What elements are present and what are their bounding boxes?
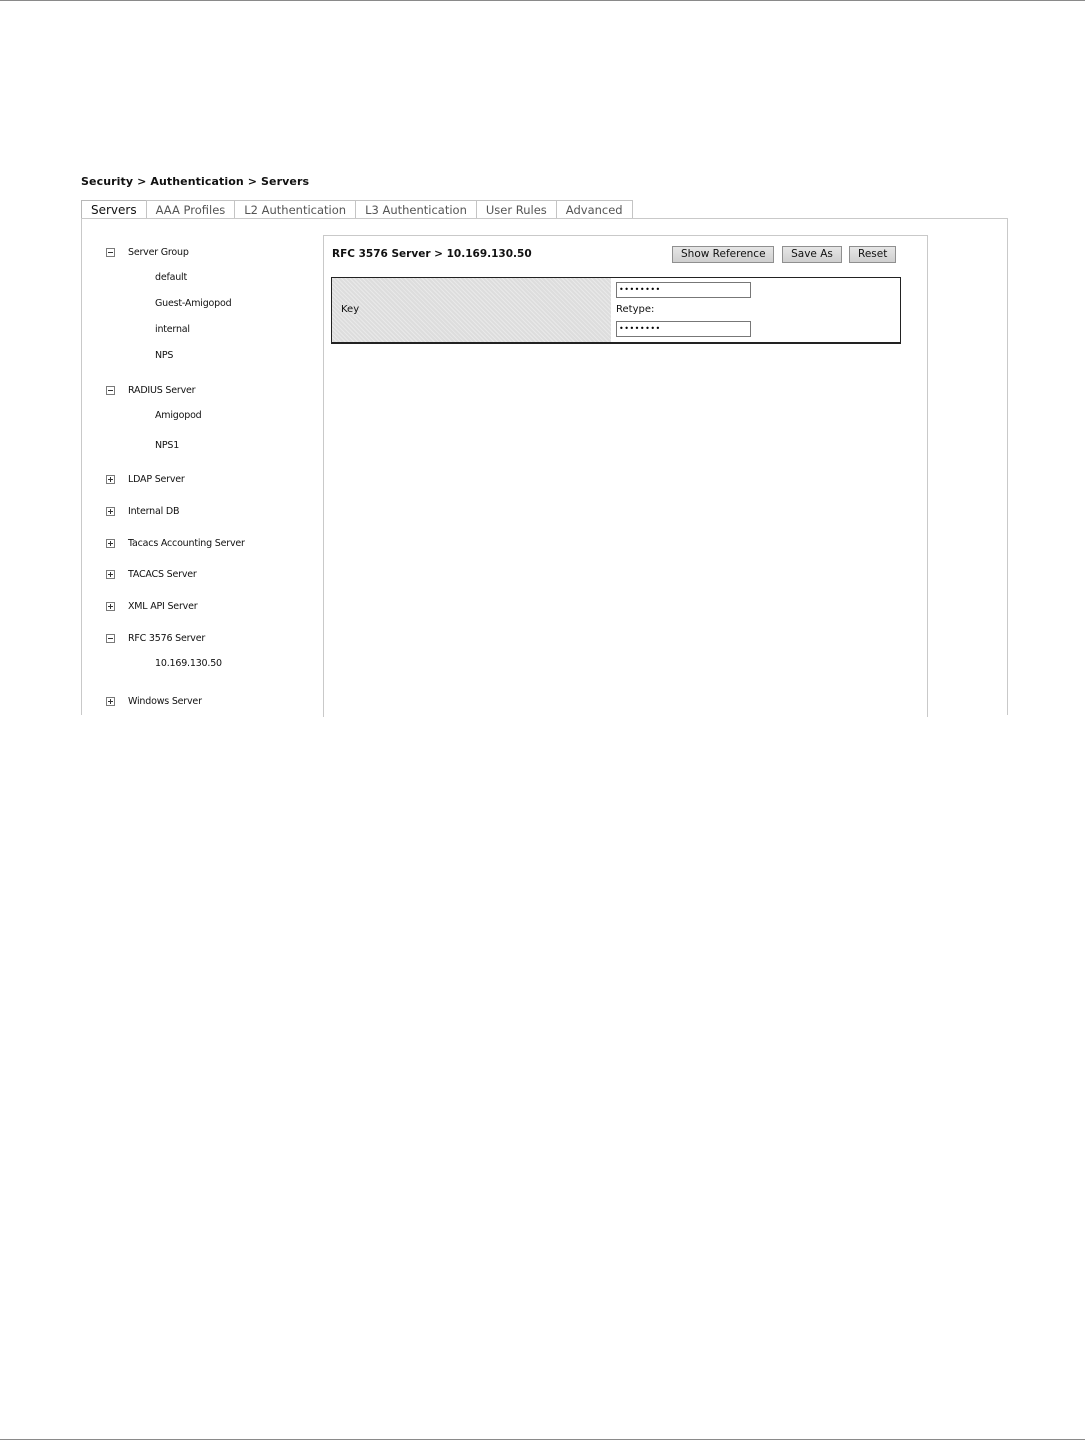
tree-node-label: RFC 3576 Server [128, 632, 206, 644]
key-table [331, 277, 901, 344]
save-as-button[interactable]: Save As [782, 246, 842, 263]
tree-node-label: Server Group [128, 246, 189, 258]
retype-password-field[interactable]: •••••••• [616, 321, 751, 337]
server-tree [82, 219, 322, 715]
detail-panel [323, 235, 928, 717]
collapse-icon[interactable] [106, 634, 115, 643]
expand-icon[interactable] [106, 602, 115, 611]
tree-leaf-amigopod[interactable]: Amigopod [155, 410, 202, 421]
tab-user-rules[interactable]: User Rules [476, 200, 557, 218]
tree-node-label: RADIUS Server [128, 384, 196, 396]
tree-node-tacacs-accounting-server[interactable] [106, 535, 245, 551]
tree-node-server-group[interactable] [106, 244, 189, 260]
tab-l3-authentication[interactable]: L3 Authentication [355, 200, 477, 218]
tree-node-ldap-server[interactable] [106, 471, 185, 487]
tree-node-tacacs-server[interactable] [106, 566, 197, 582]
tab-advanced[interactable]: Advanced [556, 200, 633, 218]
collapse-icon[interactable] [106, 248, 115, 257]
tree-node-radius-server[interactable] [106, 382, 195, 398]
tree-leaf-nps1[interactable]: NPS1 [155, 440, 180, 451]
expand-icon[interactable] [106, 475, 115, 484]
key-password-field[interactable]: •••••••• [616, 282, 751, 298]
tree-leaf-nps[interactable]: NPS [155, 350, 174, 361]
tab-aaa-profiles[interactable]: AAA Profiles [146, 200, 236, 218]
tree-leaf-guest-amigopod[interactable]: Guest-Amigopod [155, 298, 232, 309]
collapse-icon[interactable] [106, 386, 115, 395]
reset-button[interactable]: Reset [849, 246, 896, 263]
tree-node-windows-server[interactable] [106, 693, 202, 709]
tree-node-label: Windows Server [128, 695, 202, 707]
tree-node-internal-db[interactable] [106, 503, 179, 519]
detail-title: RFC 3576 Server > 10.169.130.50 [332, 248, 532, 260]
tree-node-xml-api-server[interactable] [106, 598, 197, 614]
expand-icon[interactable] [106, 507, 115, 516]
tree-node-label: LDAP Server [128, 473, 185, 485]
tree-node-label: TACACS Server [128, 568, 197, 580]
servers-tab-panel [81, 218, 1008, 715]
tree-leaf-internal[interactable]: internal [155, 324, 190, 335]
key-input-cell [611, 278, 900, 342]
retype-label: Retype: [616, 304, 655, 315]
breadcrumb: Security > Authentication > Servers [81, 175, 310, 188]
tree-node-label: XML API Server [128, 600, 198, 612]
tree-node-label: Tacacs Accounting Server [128, 537, 245, 549]
tree-node-rfc3576-server[interactable] [106, 630, 205, 646]
show-reference-button[interactable]: Show Reference [672, 246, 774, 263]
page-bottom-rule [0, 1439, 1085, 1440]
tab-bar [81, 200, 632, 219]
tab-servers[interactable]: Servers [81, 200, 147, 219]
key-label-cell [332, 278, 611, 342]
key-label: Key [341, 304, 360, 315]
tab-l2-authentication[interactable]: L2 Authentication [234, 200, 356, 218]
tree-node-label: Internal DB [128, 505, 180, 517]
expand-icon[interactable] [106, 697, 115, 706]
expand-icon[interactable] [106, 539, 115, 548]
tree-leaf-10-169-130-50[interactable]: 10.169.130.50 [155, 658, 222, 669]
tree-leaf-default[interactable]: default [155, 272, 188, 283]
expand-icon[interactable] [106, 570, 115, 579]
page-top-rule [0, 0, 1085, 1]
